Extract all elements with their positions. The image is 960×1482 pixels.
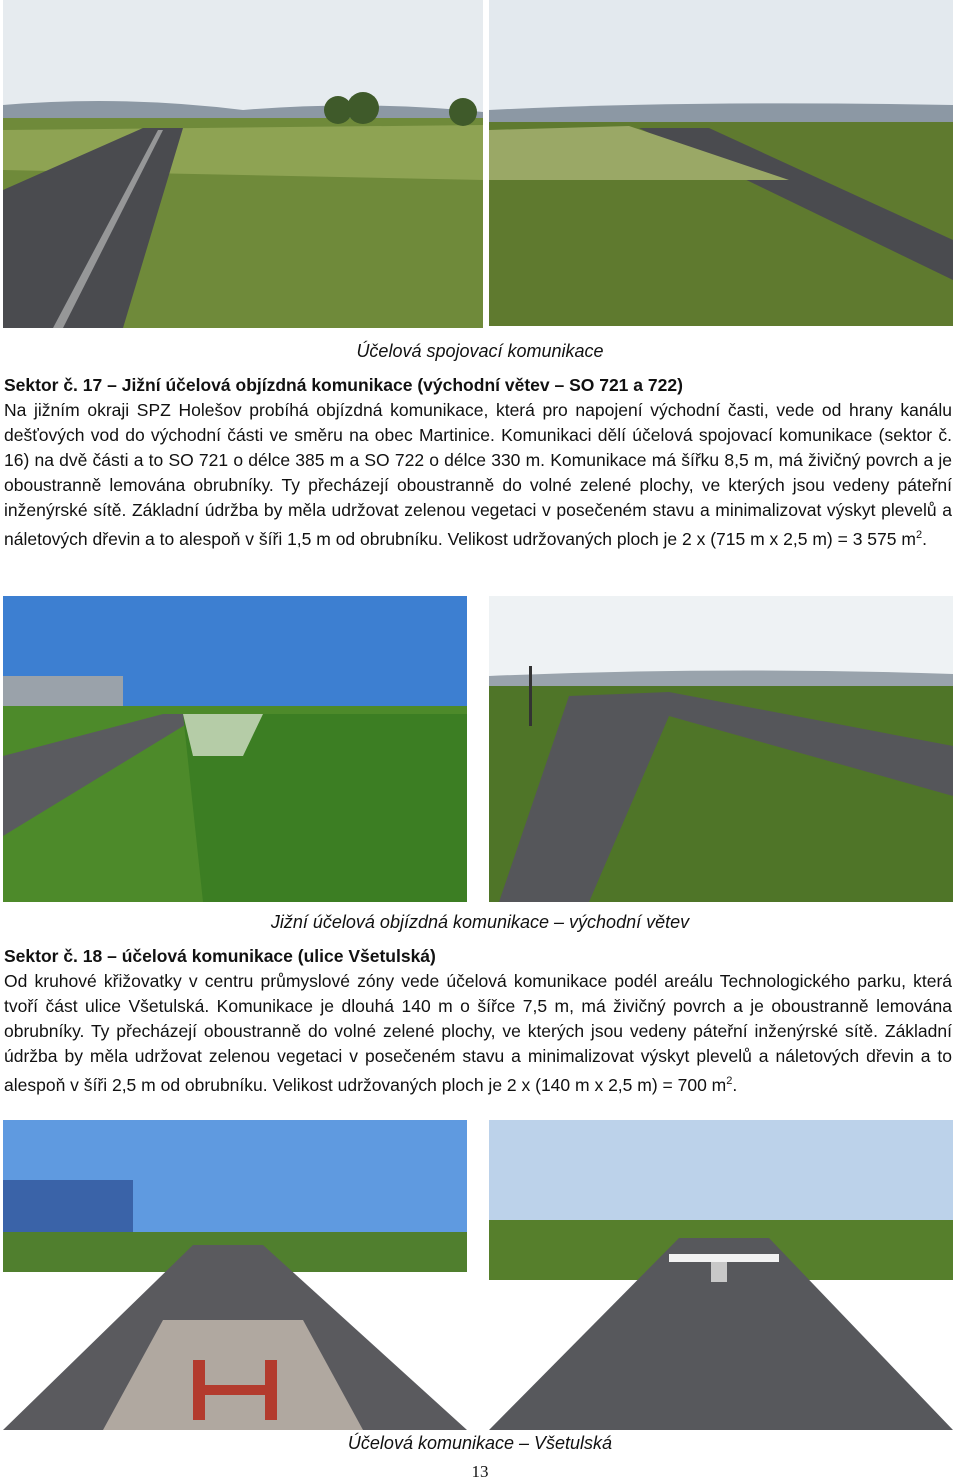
sector18-body [4,969,952,1098]
photo-curved-road [489,596,953,902]
sector18-sup: 2 [726,1075,733,1087]
sector18-end: . [732,1074,738,1095]
caption-1: Účelová spojovací komunikace [356,341,604,361]
photo-road-right [489,0,953,326]
sector17-body [4,398,952,552]
sector17-heading: Sektor č. 17 – Jižní účelová objízdná komunikace (východní větev – SO 721 a 722) [4,375,683,395]
photo-crossing-left [3,1120,467,1430]
photo-green-field [3,596,467,902]
sector17-section [4,373,952,552]
photo-crossing-right [489,1120,953,1430]
photo-road-left [3,0,483,328]
sector17-sup: 2 [915,529,923,541]
sector18-heading: Sektor č. 18 – účelová komunikace (ulice Všetulská) [4,946,436,966]
caption-3: Účelová komunikace – Všetulská [347,1433,613,1453]
sector17-end: . [922,528,927,549]
sector18-section [4,944,952,1098]
sector17-text: Na jižním okraji SPZ Holešov probíhá objízdná komunikace, která pro napojení východní časti, vede od hrany kanálu dešťových vod do východní části ve směru na obec Martinice. Komunikaci dělí účelová spojovací komunikace (sektor č. 16) na dvě části a to SO 721 o délce 385 m a SO 722 o délce 330 m. Komunikace má šířku 8,5 m, má živičný povrch a je oboustranně lemována obrubníky. Ty přecházejí oboustranně do volné zelené plochy, ve kterých jsou vedeny páteřní inženýrské sítě. Základní údržba by měla udržovat zelenou vegetaci v posečeném stavu a minimalizovat výskyt plevelů a náletových dřevin a to alespoň v šíři 1,5 m od obrubníku. Velikost udržovaných ploch je 2 x (715 m x 2,5 m) = 3 575 m [4,400,952,549]
caption-2: Jižní účelová objízdná komunikace – východní větev [270,912,690,932]
sector18-text: Od kruhové křižovatky v centru průmyslové zóny vede účelová komunikace podél areálu Technologického parku, která tvoří část ulice Všetulská. Komunikace je dlouhá 140 m o šířce 7,5 m, má živičný povrch a je oboustranně lemována obrubníky. Ty přecházejí oboustranně do volné zelené plochy, ve kterých jsou vedeny páteřní inženýrské sítě. Základní údržba by měla udržovat zelenou vegetaci v posečeném stavu a minimalizovat výskyt plevelů a náletových dřevin a to alespoň v šíři 2,5 m od obrubníku. Velikost udržovaných ploch je 2 x (140 m x 2,5 m) = 700 m [4,971,952,1095]
page-number: 13 [471,1462,489,1481]
